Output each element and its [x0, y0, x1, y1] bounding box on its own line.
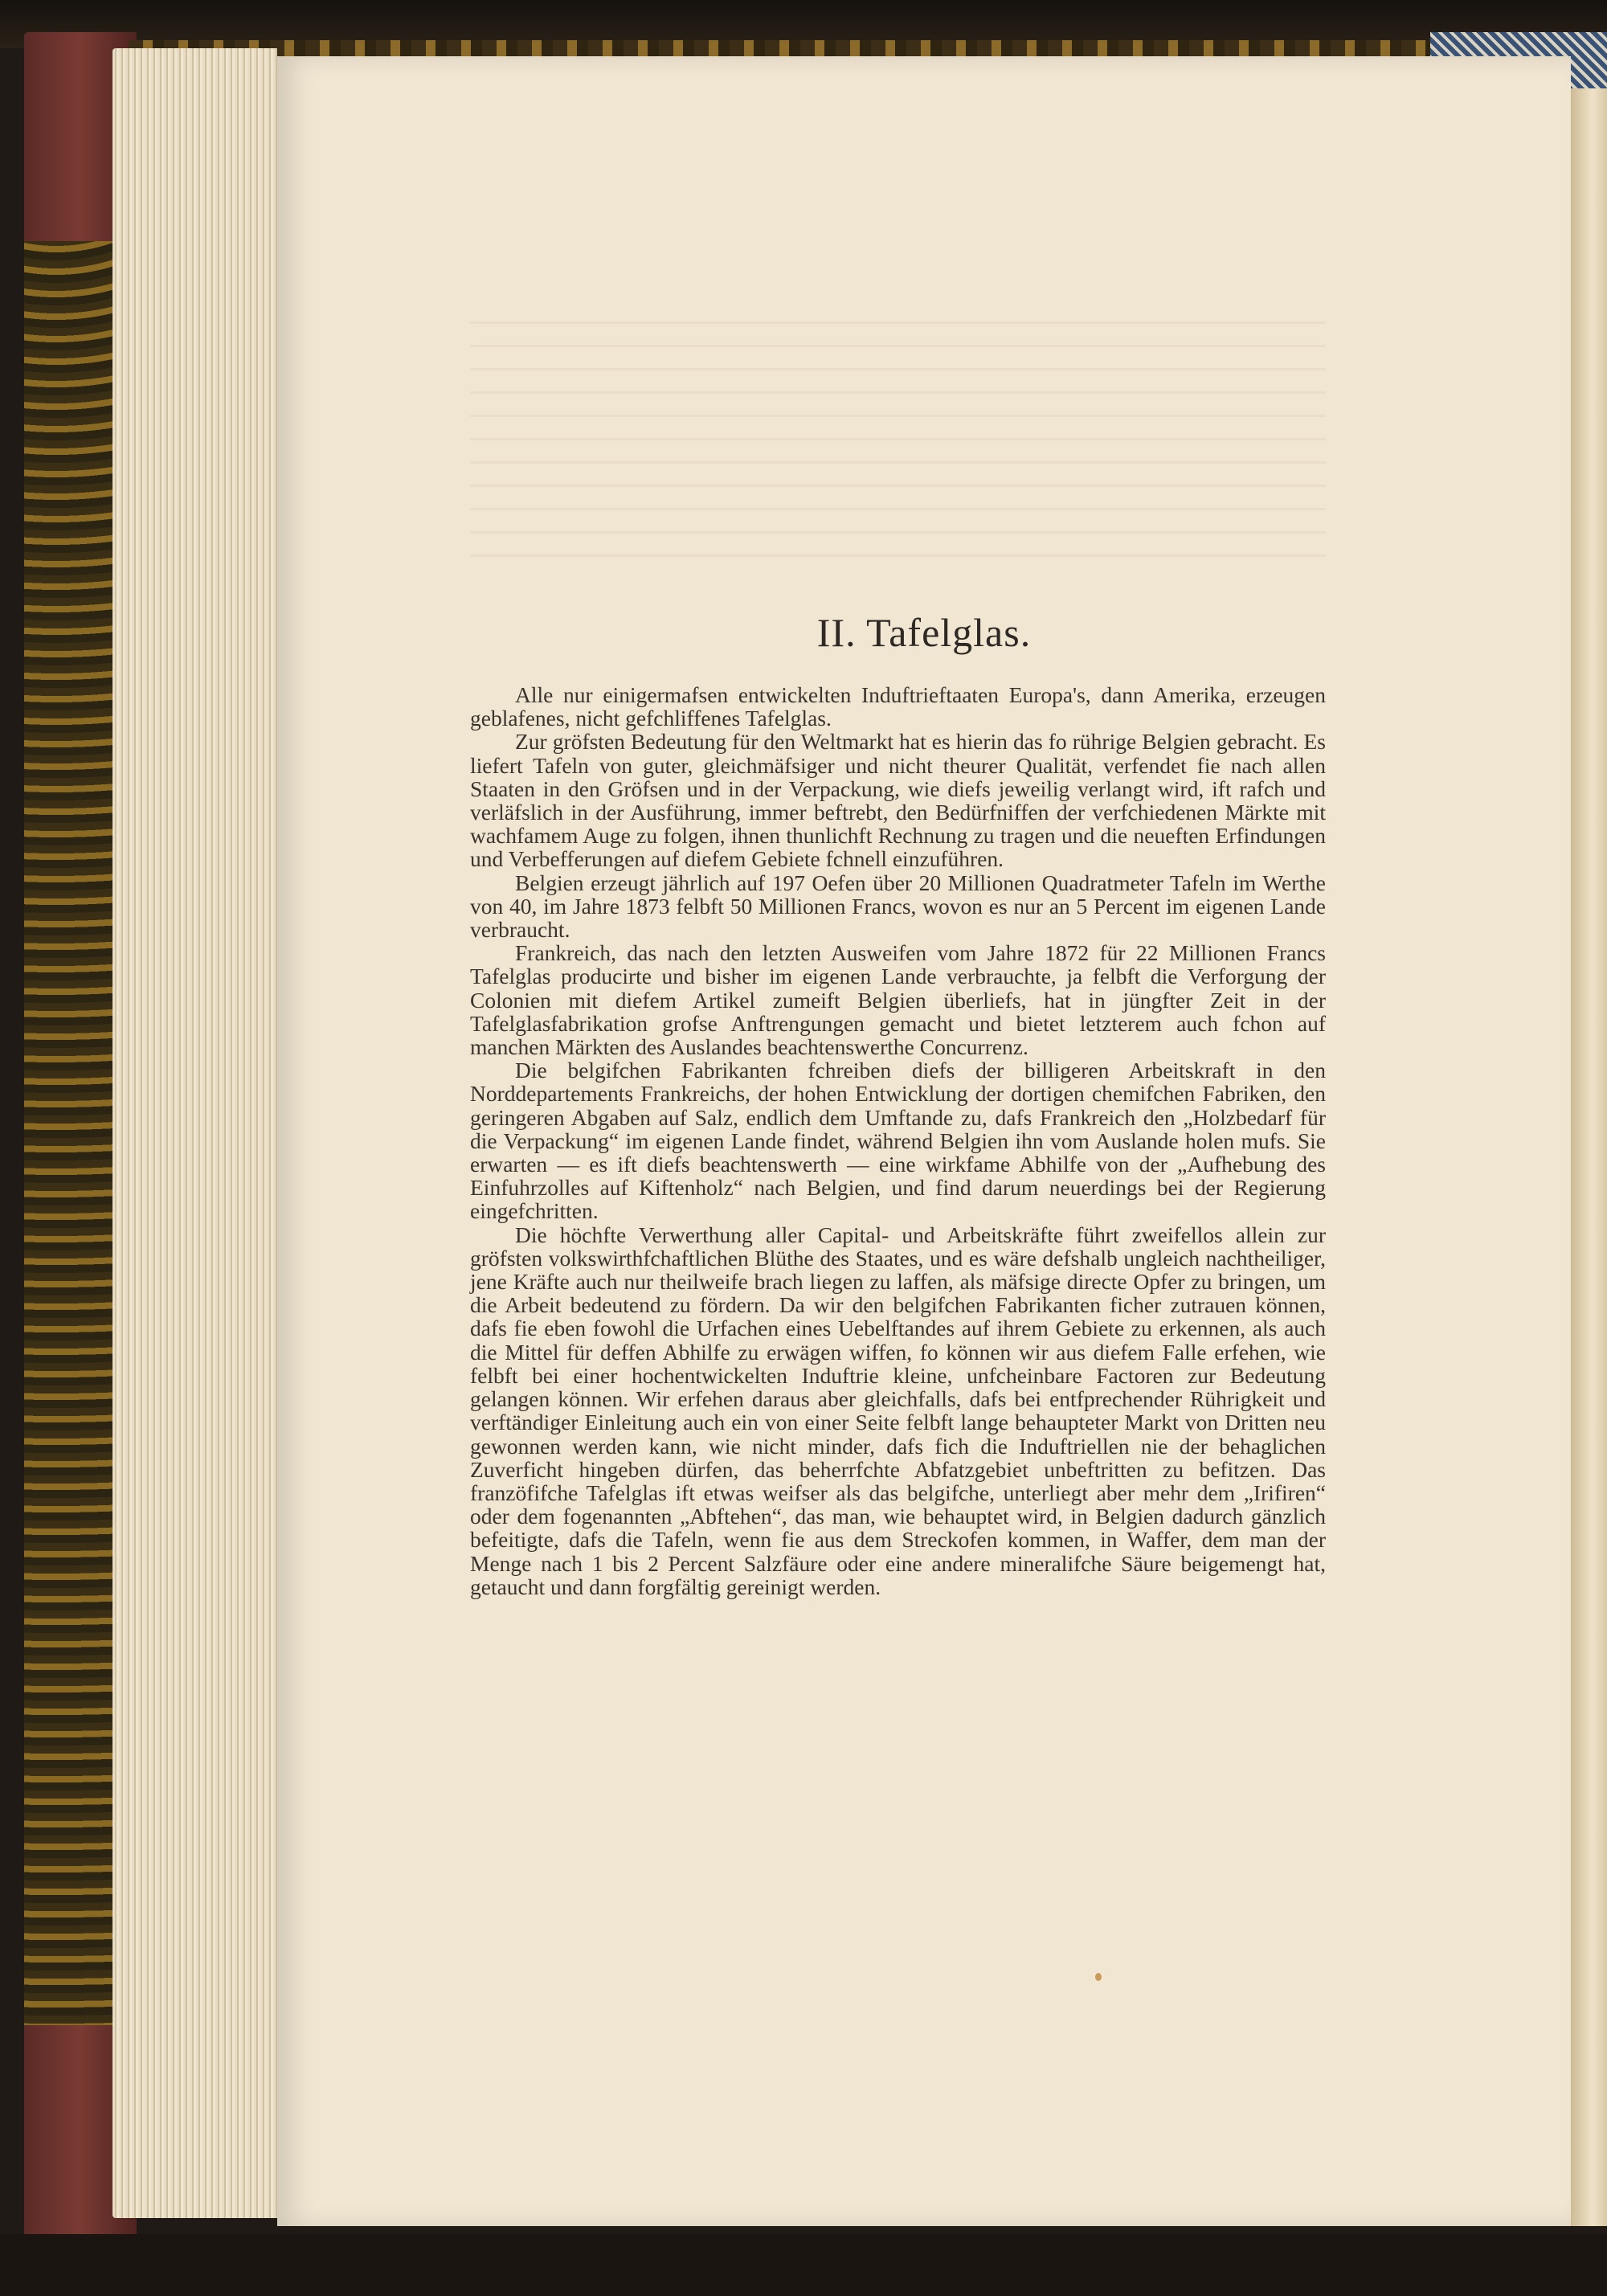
- next-page-edge: [1571, 88, 1607, 2226]
- bleed-through-text: [470, 321, 1326, 563]
- paragraph: Zur gröfsten Bedeutung für den Weltmarkt hat es hierin das fo rührige Belgien gebracht. Es liefert Tafeln von guter, gleichmäfsiger und nicht theurer Qualität, verfendet fie nach allen Staaten in den Gröfsen und in der Verpackung, wie diefs jeweilig verlangt wird, ift rafch und verläfslich in der Ausführung, immer beftrebt, den Bedürfniffen der verfchiedenen Märkte mit wachfamem Auge zu folgen, ihnen thunlichft Rechnung zu tragen und die neueften Erfindungen und Verbefferungen auf diefem Gebiete fchnell einzuführen.: [470, 729, 1326, 872]
- paragraph: Alle nur einigermafsen entwickelten Induftrieftaaten Europa's, dann Amerika, erzeugen geblafenes, nicht gefchliffenes Tafelglas.: [470, 682, 1326, 731]
- paragraph: Belgien erzeugt jährlich auf 197 Oefen über 20 Millionen Quadratmeter Tafeln im Werthe von 40, im Jahre 1873 felbft 50 Millionen Francs, wovon es nur an 5 Percent im eigenen Lande verbraucht.: [470, 870, 1326, 943]
- paper-spot: [1095, 1973, 1102, 1981]
- body-text: [470, 683, 1326, 1598]
- page-stack-edge: [112, 48, 277, 2218]
- paragraph: Die belgifchen Fabrikanten fchreiben diefs der billigeren Arbeitskraft in den Norddepartements Frankreichs, der hohen Entwicklung der dortigen chemifchen Fabriken, den geringeren Abgaben auf Salz, endlich dem Umftande zu, dafs Frankreich den „Holzbedarf für die Verpackung“ im eigenen Lande findet, während Belgien ihn vom Auslande holen mufs. Sie erwarten — es ift diefs beachtenswerth — eine wirkfame Abhilfe von der „Aufhebung des Einfuhrzolles auf Kiftenholz“ nach Belgien, und find darum neuerdings bei der Regierung eingefchritten.: [470, 1058, 1326, 1224]
- book-page: [277, 56, 1571, 2226]
- chapter-title: II. Tafelglas.: [816, 610, 1032, 655]
- scan-bottom-edge: [0, 2234, 1607, 2296]
- paragraph: Frankreich, das nach den letzten Ausweifen vom Jahre 1872 für 22 Millionen Francs Tafelglas producirte und bisher im eigenen Lande verbrauchte, ja felbft die Verforgung der Colonien mit diefem Artikel zumeift Belgien überliefs, hat in jüngfter Zeit in der Tafelglasfabrikation grofse Anftrengungen gemacht und bietet letzterem auch fchon auf manchen Märkten des Auslandes beachtenswerthe Concurrenz.: [470, 940, 1326, 1060]
- paragraph: Die höchfte Verwerthung aller Capital- und Arbeitskräfte führt zweifellos allein zur gröfsten volkswirthfchaftlichen Blüthe des Staates, und es wäre defshalb ungleich nachtheiliger, jene Kräfte auch nur theilweife brach liegen zu laffen, als mäfsige directe Opfer zu bringen, um die Arbeit bedeutend zu fördern. Da wir den belgifchen Fabrikanten ficher zutrauen können, dafs fie eben fowohl die Urfachen eines Uebelftandes auf ihrem Gebiete zu erkennen, als auch die Mittel für deffen Abhilfe zu erwägen wiffen, fo können wir aus diefem Falle erfehen, wie felbft bei einer hochentwickelten Induftrie kleine, unfcheinbare Factoren zur Bedeutung gelangen können. Wir erfehen daraus aber gleichfalls, dafs bei entfprechender Rührigkeit und verftändiger Einleitung auch ein von einer Seite felbft lange behaupteter Markt von Dritten neu gewonnen werden kann, wie nicht minder, dafs fich die Induftriellen nie der behaglichen Zuverficht hingeben dürfen, das beherrfchte Abfatzgebiet unbeftritten zu befitzen. Das franzöfifche Tafelglas ift etwas weifser als das belgifche, unterliegt aber mehr dem „Irifiren“ oder dem fogenannten „Abftehen“, das man, wie behauptet wird, in Belgien dadurch gänzlich befeitigte, dafs die Tafeln, wenn fie aus dem Streckofen kommen, in Waffer, dem man der Menge nach 1 bis 2 Percent Salzfäure oder eine andere mineralifche Säure beigemengt hat, getaucht und dann forgfältig gereinigt werden.: [470, 1222, 1326, 1599]
